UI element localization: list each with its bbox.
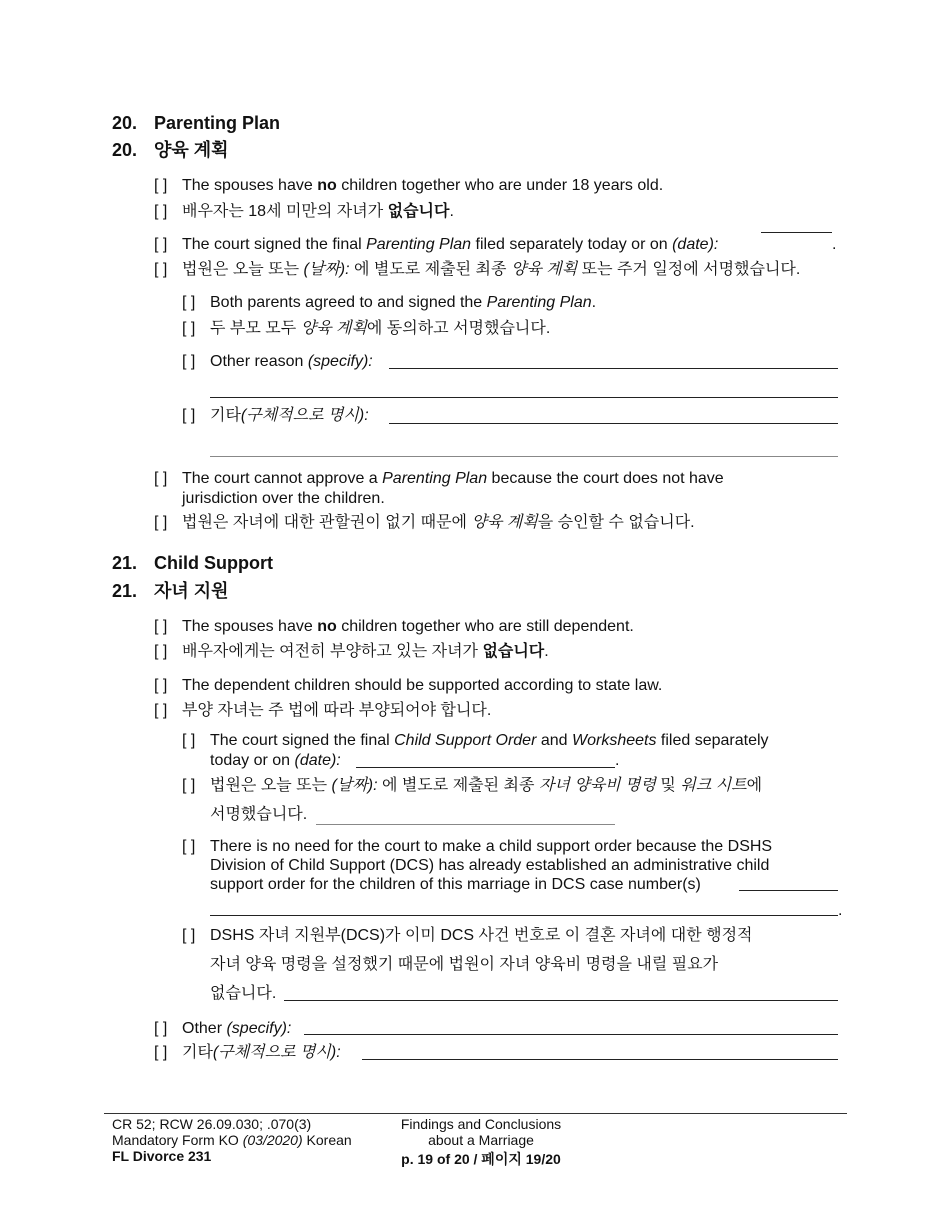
dcs-text-en-1: There is no need for the court to make a child support order because the DSHS <box>210 838 773 855</box>
checkbox-other-en[interactable]: [ ] <box>154 1020 168 1037</box>
support-order-text-en-2: today or on (date): <box>210 752 341 769</box>
checkbox-signed-plan-en[interactable]: [ ] <box>154 236 168 253</box>
checkbox-other-reason-en[interactable]: [ ] <box>182 353 196 370</box>
checkbox-signed-plan-ko[interactable]: [ ] <box>154 261 168 278</box>
checkbox-support-order-ko[interactable]: [ ] <box>182 777 196 794</box>
signed-plan-text-ko: 법원은 오늘 또는 (날짜): 에 별도로 제출된 최종 양육 계획 또는 주거 일정에 서명했습니다. <box>182 261 801 278</box>
footer-form-name: FL Divorce 231 <box>112 1148 212 1164</box>
footer-rule <box>104 1113 847 1114</box>
checkbox-state-law-ko[interactable]: [ ] <box>154 702 168 719</box>
checkbox-other-reason-ko[interactable]: [ ] <box>182 407 196 424</box>
both-parents-text-ko: 두 부모 모두 양육 계획에 동의하고 서명했습니다. <box>210 320 551 337</box>
checkbox-dcs-ko[interactable]: [ ] <box>182 927 196 944</box>
section-title: 양육 계획 <box>154 140 229 160</box>
order-date-field-line[interactable] <box>356 767 615 768</box>
section-title: Child Support <box>154 553 273 573</box>
checkbox-both-parents-en[interactable]: [ ] <box>182 294 196 311</box>
no-dependent-text-en: The spouses have no children together who are still dependent. <box>182 618 634 635</box>
section-number: 20. <box>112 140 138 160</box>
other-reason-field-line-2[interactable] <box>210 397 838 398</box>
support-order-text-ko: 법원은 오늘 또는 (날짜): 에 별도로 제출된 최종 자녀 양육비 명령 및 워크 시트에 <box>210 777 763 794</box>
other-reason-field-line-ko-2[interactable] <box>210 456 838 457</box>
support-order-text-ko-2: 서명했습니다. <box>210 806 308 823</box>
no-dependent-text-ko: 배우자에게는 여전히 부양하고 있는 자녀가 없습니다. <box>182 643 549 660</box>
dcs-text-en-3: support order for the children of this marriage in DCS case number(s) <box>210 876 701 893</box>
cannot-approve-text-en: The court cannot approve a Parenting Plan because the court does not have <box>182 470 724 487</box>
page-number: p. 19 of 20 / 페이지 19/20 <box>401 1151 561 1167</box>
cannot-approve-text-en-2: jurisdiction over the children. <box>182 490 385 507</box>
other-label-ko: 기타(구체적으로 명시): <box>182 1044 341 1061</box>
other-label-en: Other (specify): <box>182 1020 292 1037</box>
footer-form-id: Mandatory Form KO (03/2020) Korean <box>112 1132 352 1148</box>
other-reason-label-en: Other reason (specify): <box>210 353 373 370</box>
checkbox-no-children-ko[interactable]: [ ] <box>154 203 168 220</box>
other-field-line-ko[interactable] <box>362 1059 838 1060</box>
checkbox-no-dependent-ko[interactable]: [ ] <box>154 643 168 660</box>
section-number: 21. <box>112 581 138 601</box>
period: . <box>832 236 837 253</box>
state-law-text-ko: 부양 자녀는 주 법에 따라 부양되어야 합니다. <box>182 702 492 719</box>
support-order-text-en: The court signed the final Child Support Order and Worksheets filed separately <box>210 732 769 749</box>
dcs-text-ko-1: DSHS 자녀 지원부(DCS)가 이미 DCS 사건 번호로 이 결혼 자녀에 대한 행정적 <box>210 927 753 944</box>
checkbox-support-order-en[interactable]: [ ] <box>182 732 196 749</box>
checkbox-dcs-en[interactable]: [ ] <box>182 838 196 855</box>
dcs-case-field-line-2[interactable] <box>210 915 838 916</box>
checkbox-no-dependent-en[interactable]: [ ] <box>154 618 168 635</box>
dcs-text-ko-3: 없습니다. <box>210 985 277 1002</box>
order-date-field-line-ko[interactable] <box>316 824 615 825</box>
checkbox-state-law-en[interactable]: [ ] <box>154 677 168 694</box>
dcs-text-en-2: Division of Child Support (DCS) has already established an administrative child <box>210 857 770 874</box>
state-law-text-en: The dependent children should be supported according to state law. <box>182 677 663 694</box>
section-number: 20. <box>112 113 138 133</box>
checkbox-other-ko[interactable]: [ ] <box>154 1044 168 1061</box>
other-field-line[interactable] <box>304 1034 838 1035</box>
section-title: 자녀 지원 <box>154 581 229 601</box>
dcs-text-ko-2: 자녀 양육 명령을 설정했기 때문에 법원이 자녀 양육비 명령을 내릴 필요가 <box>210 956 719 973</box>
checkbox-no-children-en[interactable]: [ ] <box>154 177 168 194</box>
other-reason-field-line[interactable] <box>389 368 838 369</box>
footer-title-2: about a Marriage <box>428 1132 534 1148</box>
dcs-field-line-ko[interactable] <box>284 1000 838 1001</box>
dcs-case-field-line[interactable] <box>739 890 838 891</box>
period: . <box>615 752 620 769</box>
checkbox-both-parents-ko[interactable]: [ ] <box>182 320 196 337</box>
signed-plan-text-en: The court signed the final Parenting Plan filed separately today or on (date): <box>182 236 719 253</box>
checkbox-cannot-approve-en[interactable]: [ ] <box>154 470 168 487</box>
no-children-text-en: The spouses have no children together who are under 18 years old. <box>182 177 664 194</box>
other-reason-field-line-ko[interactable] <box>389 423 838 424</box>
no-children-text-ko: 배우자는 18세 미만의 자녀가 없습니다. <box>182 203 454 220</box>
checkbox-cannot-approve-ko[interactable]: [ ] <box>154 514 168 531</box>
footer-title-1: Findings and Conclusions <box>400 1116 562 1132</box>
section-number: 21. <box>112 553 138 573</box>
footer-left <box>112 1116 352 1164</box>
footer-center <box>386 1116 576 1167</box>
footer-rcw: CR 52; RCW 26.09.030; .070(3) <box>112 1116 312 1132</box>
section-title: Parenting Plan <box>154 113 281 133</box>
other-reason-label-ko: 기타(구체적으로 명시): <box>210 407 369 424</box>
cannot-approve-text-ko: 법원은 자녀에 대한 관할권이 없기 때문에 양육 계획을 승인할 수 없습니다. <box>182 514 695 531</box>
both-parents-text-en: Both parents agreed to and signed the Parenting Plan. <box>210 294 597 311</box>
period: . <box>838 902 843 919</box>
date-field-line[interactable] <box>761 232 832 233</box>
